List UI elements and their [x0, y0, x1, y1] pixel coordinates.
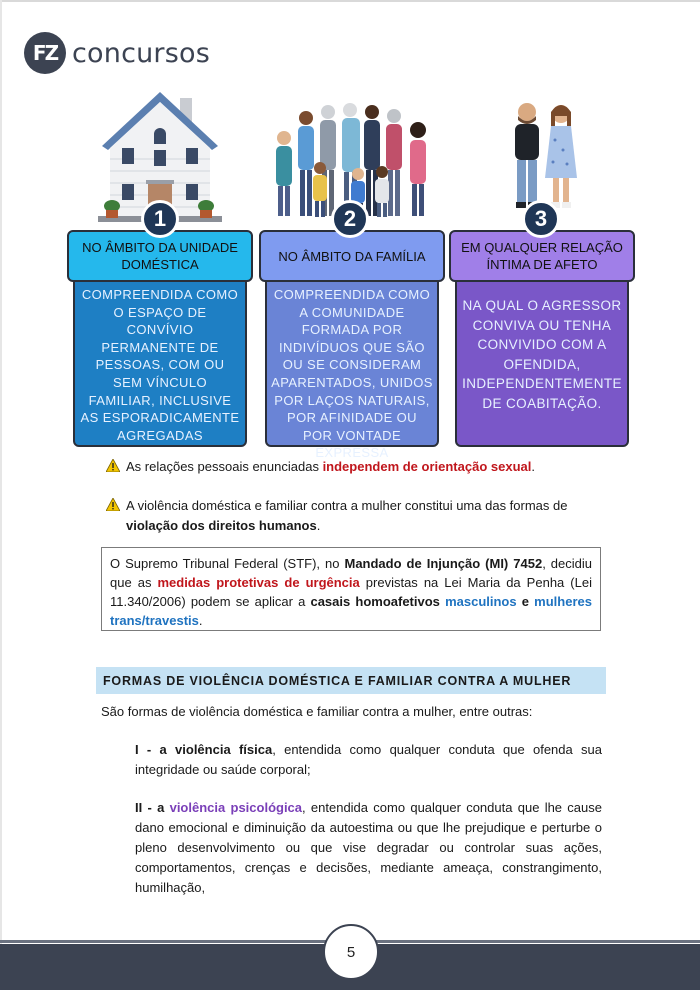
- page-number: 5: [323, 924, 379, 980]
- stf-bold: casais homoafetivos: [310, 594, 440, 609]
- stf-bold: Mandado de Injunção (MI) 7452: [344, 556, 543, 571]
- note-text: A violência doméstica e familiar contra a mulher constitui uma das formas de: [126, 498, 568, 513]
- card-body: NA QUAL O AGRESSOR CONVIVA OU TENHA CONVIVIDO COM A OFENDIDA, INDEPENDENTEMENTE DE COABITAÇÃO.: [462, 298, 622, 411]
- stf-highlight: medidas protetivas de urgência: [157, 575, 360, 590]
- warning-icon: [106, 459, 120, 472]
- card-number-2: 2: [331, 200, 369, 238]
- card-body: COMPREENDIDA COMO O ESPAÇO DE CONVÍVIO PERMANENTE DE PESSOAS, COM OU SEM VÍNCULO FAMILIAR, INCLUSIVE AS ESPORADICAMENTE AGREGADAS: [80, 287, 240, 443]
- card-title: NO ÂMBITO DA FAMÍLIA: [259, 230, 445, 282]
- logo-text: concursos: [72, 37, 210, 69]
- stf-bold: e: [516, 594, 535, 609]
- list-item-violencia-fisica: [135, 740, 602, 780]
- card-familia: [265, 230, 439, 461]
- section-intro: São formas de violência doméstica e familiar contra a mulher, entre outras:: [101, 704, 533, 719]
- card-title: NO ÂMBITO DA UNIDADE DOMÉSTICA: [67, 230, 253, 282]
- note-orientacao: [106, 457, 606, 477]
- stf-decision-box: [101, 547, 601, 631]
- logo-mark: FZ: [24, 32, 66, 74]
- stf-text: O Supremo Tribunal Federal (STF), no: [110, 556, 345, 571]
- card-title: EM QUALQUER RELAÇÃO ÍNTIMA DE AFETO: [449, 230, 635, 282]
- item-term: violência física: [175, 742, 273, 757]
- note-text: .: [316, 518, 321, 533]
- item-text: , entendida como qualquer conduta que lhe cause dano emocional e diminuição da autoestima ou que lhe prejudique e perturbe o pleno desenvolvimento ou que vise degradar ou controlar suas ações, comportamentos, crenças e decisões, mediante ameaça, constrangimento, humilhação,: [135, 800, 602, 895]
- note-text: .: [531, 459, 535, 474]
- list-item-violencia-psicologica: [135, 798, 602, 898]
- card-body: COMPREENDIDA COMO A COMUNIDADE FORMADA POR INDIVÍDUOS QUE SÃO OU SE CONSIDERAM APARENTADOS, UNIDOS POR LAÇOS NATURAIS, POR AFINIDADE OU POR VONTADE EXPRESSA: [271, 287, 433, 461]
- card-number-3: 3: [522, 200, 560, 238]
- bold-text: violação dos direitos humanos: [126, 518, 317, 533]
- page-top-edge: [0, 0, 700, 2]
- page-left-edge: [0, 0, 2, 990]
- brand-logo: [24, 32, 210, 74]
- item-text: , entendida como qualquer conduta que ofenda sua integridade ou saúde corporal;: [135, 742, 602, 777]
- card-unidade-domestica: [73, 230, 247, 447]
- section-heading: FORMAS DE VIOLÊNCIA DOMÉSTICA E FAMILIAR CONTRA A MULHER: [96, 667, 606, 694]
- warning-icon: [106, 498, 120, 511]
- highlight-text: independem de orientação sexual: [322, 459, 532, 474]
- card-number-1: 1: [141, 200, 179, 238]
- item-prefix: I - a: [135, 742, 176, 757]
- stf-highlight: masculinos: [445, 594, 517, 609]
- note-direitos-humanos: [106, 496, 606, 536]
- item-term: violência psicológica: [169, 800, 303, 815]
- stf-text: .: [198, 613, 203, 628]
- card-relacao-intima: [455, 230, 629, 447]
- item-prefix: II - a: [135, 800, 170, 815]
- note-text: As relações pessoais enunciadas: [126, 459, 323, 474]
- stf-highlight: mulheres trans/travestis: [110, 594, 592, 628]
- stf-text: previstas na Lei Maria da Penha (Lei 11.340/2006) podem se aplicar a: [110, 575, 592, 609]
- stf-text: , decidiu que as: [110, 556, 592, 590]
